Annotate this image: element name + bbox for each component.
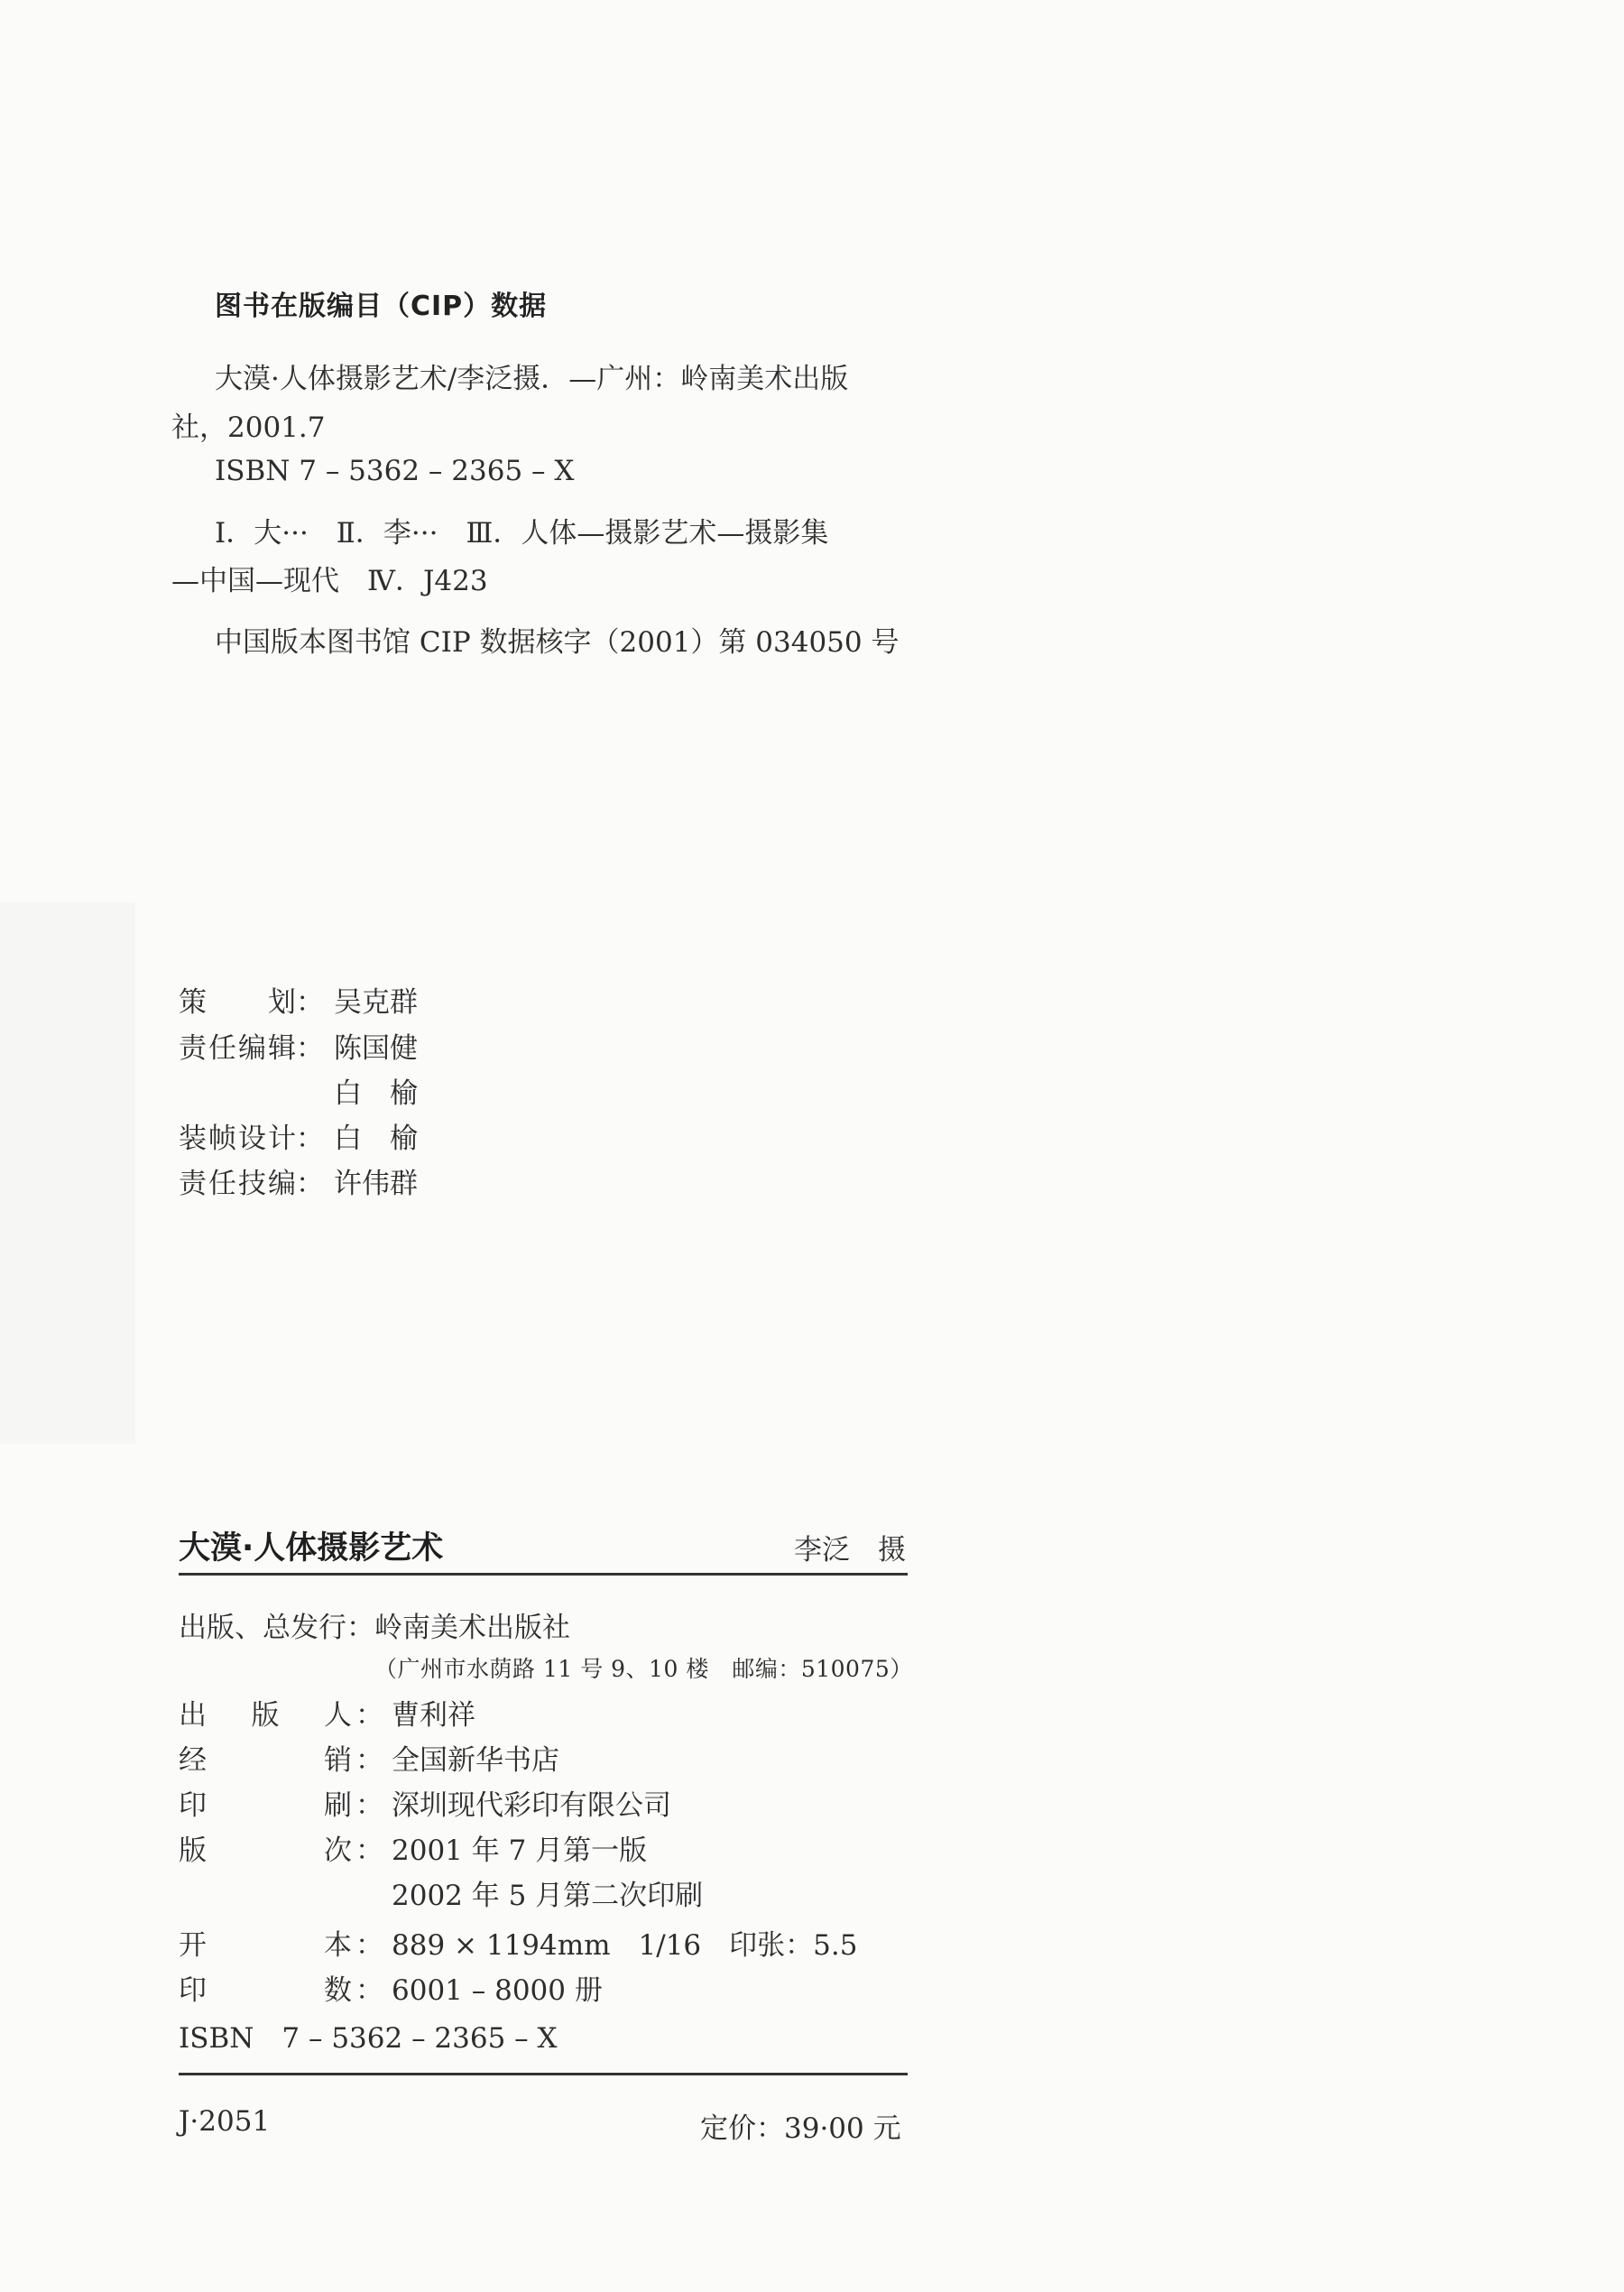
colophon-value: 岭南美术出版社 [374, 1612, 570, 1644]
colophon-label: 出版人 [179, 1699, 352, 1732]
credit-colon: ： [296, 986, 324, 1019]
cip-line-classification: —中国—现代 Ⅳ．J423 [171, 565, 488, 597]
colophon-value: 深圳现代彩印有限公司 [392, 1789, 671, 1822]
price: 定价：39·00 元 [700, 2112, 901, 2145]
colophon-label: 版次 [179, 1835, 352, 1867]
publisher-address: （广州市水荫路 11 号 9、10 楼 邮编：510075） [374, 1656, 913, 1682]
credit-value: 吴克群 [334, 986, 418, 1019]
catalog-code: J·2051 [179, 2105, 271, 2138]
colophon-colon: ： [355, 1789, 383, 1822]
colophon-value: 889 × 1194mm 1/16 印张：5.5 [392, 1929, 858, 1962]
credit-colon: ： [296, 1168, 324, 1200]
credit-value: 白 榆 [334, 1123, 418, 1155]
credit-colon: ： [296, 1032, 324, 1065]
credit-label: 策划 [179, 986, 296, 1019]
colophon-colon: ： [355, 1835, 383, 1867]
colophon-colon: ： [355, 1929, 383, 1962]
footer-rule [179, 2073, 908, 2075]
credit-label: 责任编辑 [179, 1032, 296, 1065]
cip-line-subjects: Ⅰ．大··· Ⅱ．李··· Ⅲ．人体—摄影艺术—摄影集 [215, 517, 829, 550]
colophon-isbn: ISBN 7 – 5362 – 2365 – X [179, 2022, 558, 2055]
credit-colon: ： [296, 1123, 324, 1155]
cip-line-publisher: 社，2001.7 [171, 411, 326, 444]
cip-heading: 图书在版编目（CIP）数据 [215, 291, 548, 322]
colophon-value: 全国新华书店 [392, 1744, 559, 1777]
colophon-colon: ： [355, 1744, 383, 1777]
cip-line-isbn: ISBN 7 – 5362 – 2365 – X [215, 455, 575, 487]
scan-shadow [0, 902, 135, 1444]
colophon-label: 印数 [179, 1974, 352, 2007]
credit-value: 许伟群 [334, 1168, 418, 1200]
colophon-label: 印刷 [179, 1789, 352, 1822]
cip-line-title: 大漠·人体摄影艺术/李泛摄．—广州：岭南美术出版 [215, 363, 849, 395]
credit-label: 责任技编 [179, 1168, 296, 1200]
credit-value: 陈国健 [334, 1032, 418, 1065]
colophon-value: 曹利祥 [392, 1699, 475, 1732]
colophon-row-publisher [179, 1604, 570, 1644]
credit-label: 装帧设计 [179, 1123, 296, 1155]
title-rule [179, 1573, 908, 1576]
colophon-colon: ： [346, 1612, 374, 1644]
cip-line-record-number: 中国版本图书馆 CIP 数据核字（2001）第 034050 号 [215, 626, 900, 659]
book-title: 大漠·人体摄影艺术 [179, 1530, 444, 1567]
colophon-label: 开本 [179, 1929, 352, 1962]
colophon-value: 2001 年 7 月第一版 [392, 1835, 648, 1867]
credit-value: 白 榆 [334, 1077, 418, 1110]
colophon-label: 经销 [179, 1744, 352, 1777]
book-author: 李泛 摄 [794, 1534, 906, 1567]
colophon-colon: ： [355, 1974, 383, 2007]
colophon-label: 出版、总发行 [179, 1612, 346, 1644]
colophon-value: 6001 – 8000 册 [392, 1974, 603, 2007]
colophon-colon: ： [355, 1699, 383, 1732]
colophon-value: 2002 年 5 月第二次印刷 [392, 1880, 704, 1912]
